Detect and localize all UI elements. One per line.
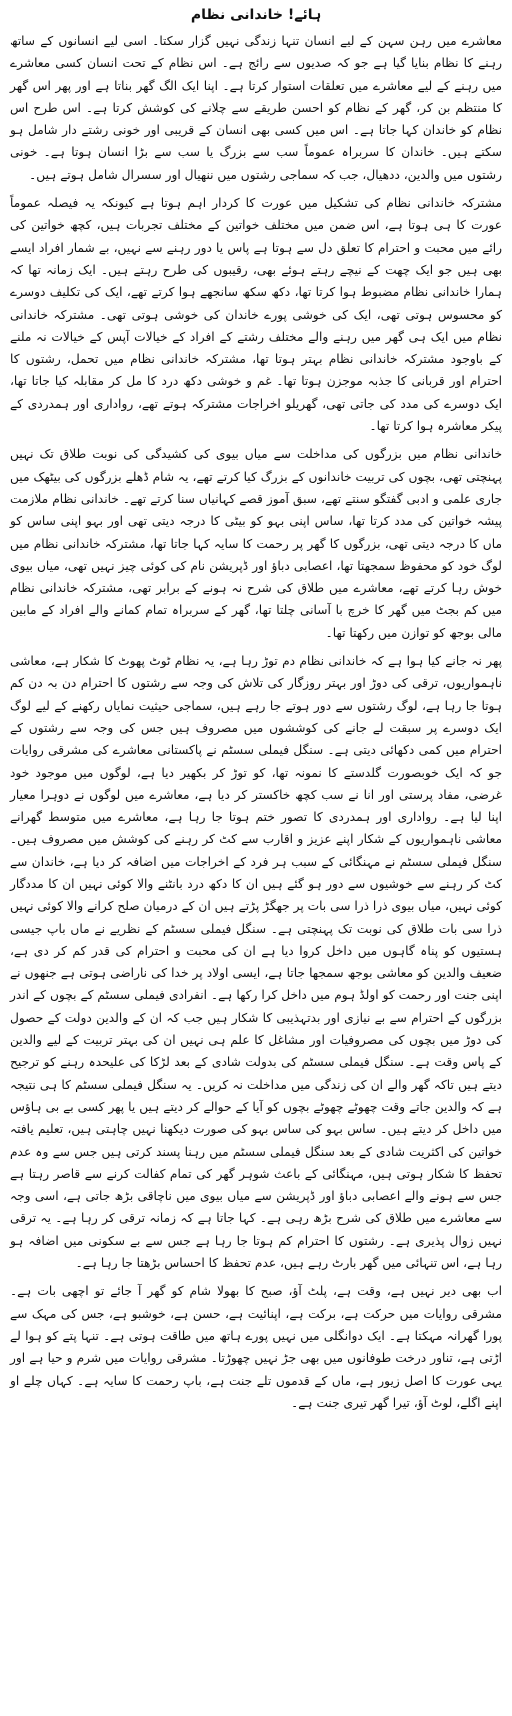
article-paragraph-4: پھر نہ جانے کیا ہوا ہے کہ خاندانی نظام دم توڑ رہا ہے، یہ نظام ٹوٹ پھوٹ کا شکار ہے، معاشی ناہمواریوں، ترقی کی دوڑ اور بہتر روزگار کی تلاش کی وجہ سے رشتوں کا احترام دن بہ دن کم ہوتا جا رہا ہے، لوگ رشتوں سے دور ہوتے جا رہے ہیں، سماجی حیثیت نمایاں رکھنے کے لیے لوگ ایک دوسرے پر سبقت لے جانے کی کوششوں میں مصروف ہیں جس کی وجہ سے رشتوں کے احترام میں کمی دکھائی دیتی ہے۔ سنگل فیملی سسٹم نے پاکستانی معاشرے کی مشرقی روایات جو کہ ایک خوبصورت گلدستے کا نمونہ تھا، کو توڑ کر بکھیر دیا ہے، لوگوں میں موجود خود غرضی، مفاد پرستی اور انا نے سب کچھ خاکستر کر دیا ہے، معاشرے میں لوگوں نے دوہرا معیار اپنا لیا ہے۔ رواداری اور ہمدردی کا تصور ختم ہوتا جا رہا ہے، معاشرے میں متوسط گھرانے معاشی ناہمواریوں کے شکار اپنے عزیز و اقارب سے کٹ کر رہنے کی کوشش میں مصروف ہیں۔ سنگل فیملی سسٹم نے مہنگائی کے سبب ہر فرد کے اخراجات میں اضافہ کر دیا ہے، خاندان سے کٹ کر رہنے سے خوشیوں سے دور ہو گئے ہیں ان کا دکھ درد بانٹنے والا کوئی نہیں ان کا مددگار کوئی نہیں، میاں بیوی ذرا ذرا سی بات پر جھگڑ پڑتے ہیں ان کے درمیان صلح کرانے والا کوئی نہیں ذرا سی بات طلاق کی نوبت تک پہنچتی ہے۔ سنگل فیملی سسٹم کے نظریے نے ماں باپ جیسی ہستیوں کو پناہ گاہوں میں داخل کروا دیا ہے ان کی محبت و احترام کی قدر کم کر دی ہے، ضعیف والدین کو معاشی بوجھ سمجھا جاتا ہے، ایسی اولاد پر خدا کی ناراضی ہوتی ہے جنھوں نے اپنی جنت اور رحمت کو اولڈ ہوم میں داخل کرا رکھا ہے۔ انفرادی فیملی سسٹم کے بچوں کے اندر بزرگوں کے احترام سے بے نیازی اور بدتہذیبی کا شکار ہیں جب کہ ان کے والدین دولت کے حصول کی دوڑ میں بچوں کی مصروفیات اور مشاغل کا علم ہی نہیں ان کی بہتر تربیت کے لیے والدین کے پاس وقت ہے۔ سنگل فیملی سسٹم کی بدولت شادی کے بعد لڑکا کی علیحدہ رہنے کو ترجیح دیتے ہیں تاکہ گھر والے ان کی زندگی میں مداخلت نہ کریں۔ یہ سنگل فیملی سسٹم کا ہی نتیجہ ہے کہ والدین جاتے وقت چھوٹے چھوٹے بچوں کو آیا کے حوالے کر دیتے ہیں یا پھر کسی بے بی ہاؤس میں داخل کر دیتے ہیں۔ ساس بہو کی ساس بہو کی صورت دیکھنا نہیں چاہتی ہیں، تعلیم یافتہ خواتین کی اکثریت شادی کے بعد سنگل فیملی سسٹم میں رہنا پسند کرتی ہیں جس سے وہ عدم تحفظ کا شکار ہوتی ہیں، مہنگائی کے باعث شوہر گھر کی تمام کفالت کرنے سے قاصر رہتا ہے جس سے ہونے والے اعصابی دباؤ اور ڈپریشن سے میاں بیوی میں ناچاقی بڑھ جاتی ہے، اسی وجہ سے معاشرے میں طلاق کی شرح بڑھ رہی ہے۔ کہا جاتا ہے کہ زمانہ ترقی کر رہا ہے۔ یہ ترقی نہیں زوال پذیری ہے۔ رشتوں کا احترام کم ہوتا جا رہا ہے جس سے بے سکونی میں اضافہ ہو رہا ہے، اس تنہائی میں گھر بارٹ رہے ہیں، عدم تحفظ کا احساس بڑھتا جا رہا ہے۔ [10,654,502,1271]
article-title: ہائے! خاندانی نظام [190,7,322,23]
article-paragraph-5: اب بھی دیر نہیں ہے، وقت ہے، پلٹ آؤ، صبح کا بھولا شام کو گھر آ جائے تو اچھی بات ہے۔ مشرقی روایات میں حرکت ہے، برکت ہے، اپنائیت ہے، حسن ہے، خوشبو ہے، جس کی مہک سے پورا گھرانہ مہکتا ہے۔ ایک دوانگلی میں نہیں پورے ہاتھ میں طاقت ہوتی ہے۔ تنہا پتے کو ہوا لے اڑتی ہے، تناور درخت طوفانوں میں بھی جڑ نہیں چھوڑتا۔ مشرقی روایات میں شرم و حیا ہے اور یہی عورت کا اصل زیور ہے، ماں کے قدموں تلے جنت ہے، باپ رحمت کا سایہ ہے۔ کہاں چلے او اپنے اگلے، لوٹ آؤ، تیرا گھر تیری جنت ہے۔ [10,1284,502,1410]
article-paragraph-2: مشترکہ خاندانی نظام کی تشکیل میں عورت کا کردار اہم ہوتا ہے کیونکہ یہ فیصلہ عموماً عورت کا ہی ہوتا ہے، اس ضمن میں مختلف خواتین کے مختلف تجربات ہیں، کچھ خواتین کی رائے میں محبت و احترام کا تعلق دل سے ہوتا ہے پاس یا دور رہنے سے نہیں، بے شمار افراد ایسے بھی ہیں جو ایک چھت کے نیچے رہتے ہوئے بھی، رقیبوں کی طرح رہتے ہیں۔ ایک زمانہ تھا کہ ہمارا خاندانی نظام مضبوط ہوا کرتا تھا، دکھ سکھ سانجھے ہوا کرتے تھے، ایک کی تکلیف دوسرے کو محسوس ہوتی تھی، ایک کی خوشی پورے خاندان کی خوشی ہوتی تھی۔ مشترکہ خاندانی نظام میں ایک ہی گھر میں رہنے والے مختلف رشتے کے افراد کے خیالات آپس کے خیالات نہ ملنے کے باوجود مشترکہ خاندانی نظام بہتر ہوتا تھا، مشترکہ خاندانی نظام میں تحمل، رشتوں کا احترام اور قربانی کا جذبہ موجزن ہوتا تھا۔ غم و خوشی دکھ درد کا مل کر مقابلہ کیا جاتا تھا، ایک دوسرے کی مدد کی جاتی تھی، گھریلو اخراجات مشترکہ ہوتے تھے، رواداری اور ہمدردی کے پیکر معاشرہ ہوا کرتا تھا۔ [10,196,502,434]
article-paragraph-3: خاندانی نظام میں بزرگوں کی مداخلت سے میاں بیوی کی کشیدگی کی نوبت طلاق تک نہیں پہنچتی تھی، بچوں کی تربیت خاندانوں کے بزرگ کیا کرتے تھے، یہ شام ڈھلے بزرگوں کی بیٹھک میں جاری علمی و ادبی گفتگو سنتے تھے، سبق آموز قصے کہانیاں سنا کرتے تھے۔ خاندانی نظام ملازمت پیشہ خواتین کی مدد کرتا تھا، ساس اپنی بہو کو بیٹی کا درجہ دیتی تھی اور بہو اپنی ساس کو ماں کا درجہ دیتی تھی، بزرگوں کا گھر پر رحمت کا سایہ کہا جاتا تھا، مشترکہ خاندانی نظام میں لوگ خود کو محفوظ سمجھتا تھا، اعصابی دباؤ اور ڈپریشن نام کی کوئی چیز نہیں تھی، میاں بیوی خوش رہا کرتے تھے، معاشرے میں طلاق کی شرح نہ ہونے کے برابر تھی، مشترکہ خاندانی نظام میں کم بجٹ میں گھر کا خرچ با آسانی چلتا تھا، گھر کے سربراہ تمام کمانے والے افراد کے مابین مالی بوجھ کو توازن میں رکھتا تھا۔ [10,447,502,640]
article-paragraph-1: معاشرے میں رہن سہن کے لیے انسان تنہا زندگی نہیں گزار سکتا۔ اسی لیے انسانوں کے ساتھ رہنے کا نظام بنایا گیا ہے جو کہ صدیوں سے رائج ہے۔ اس نظام کے تحت انسان کسی معاشرے میں رہنے کے لیے معاشرے میں تعلقات استوار کرتا ہے۔ اپنا ایک الگ گھر بناتا ہے اور پھر اس گھر کا منتظم بن کر، گھر کے نظام کو احسن طریقے سے چلانے کی کوشش کرتا ہے۔ اس طرح اس نظام کو خاندان کہا جاتا ہے۔ اس میں کسی بھی انسان کے قریبی اور خونی رشتے دار شامل ہو سکتے ہیں۔ خاندان کا سربراہ عموماً سب سے بزرگ یا سب سے بڑا انسان ہوتا ہے۔ خونی رشتوں میں والدین، ددھیال، جب کہ سماجی رشتوں میں ننھیال اور سسرال شامل ہوتے ہیں۔ [10,34,502,182]
